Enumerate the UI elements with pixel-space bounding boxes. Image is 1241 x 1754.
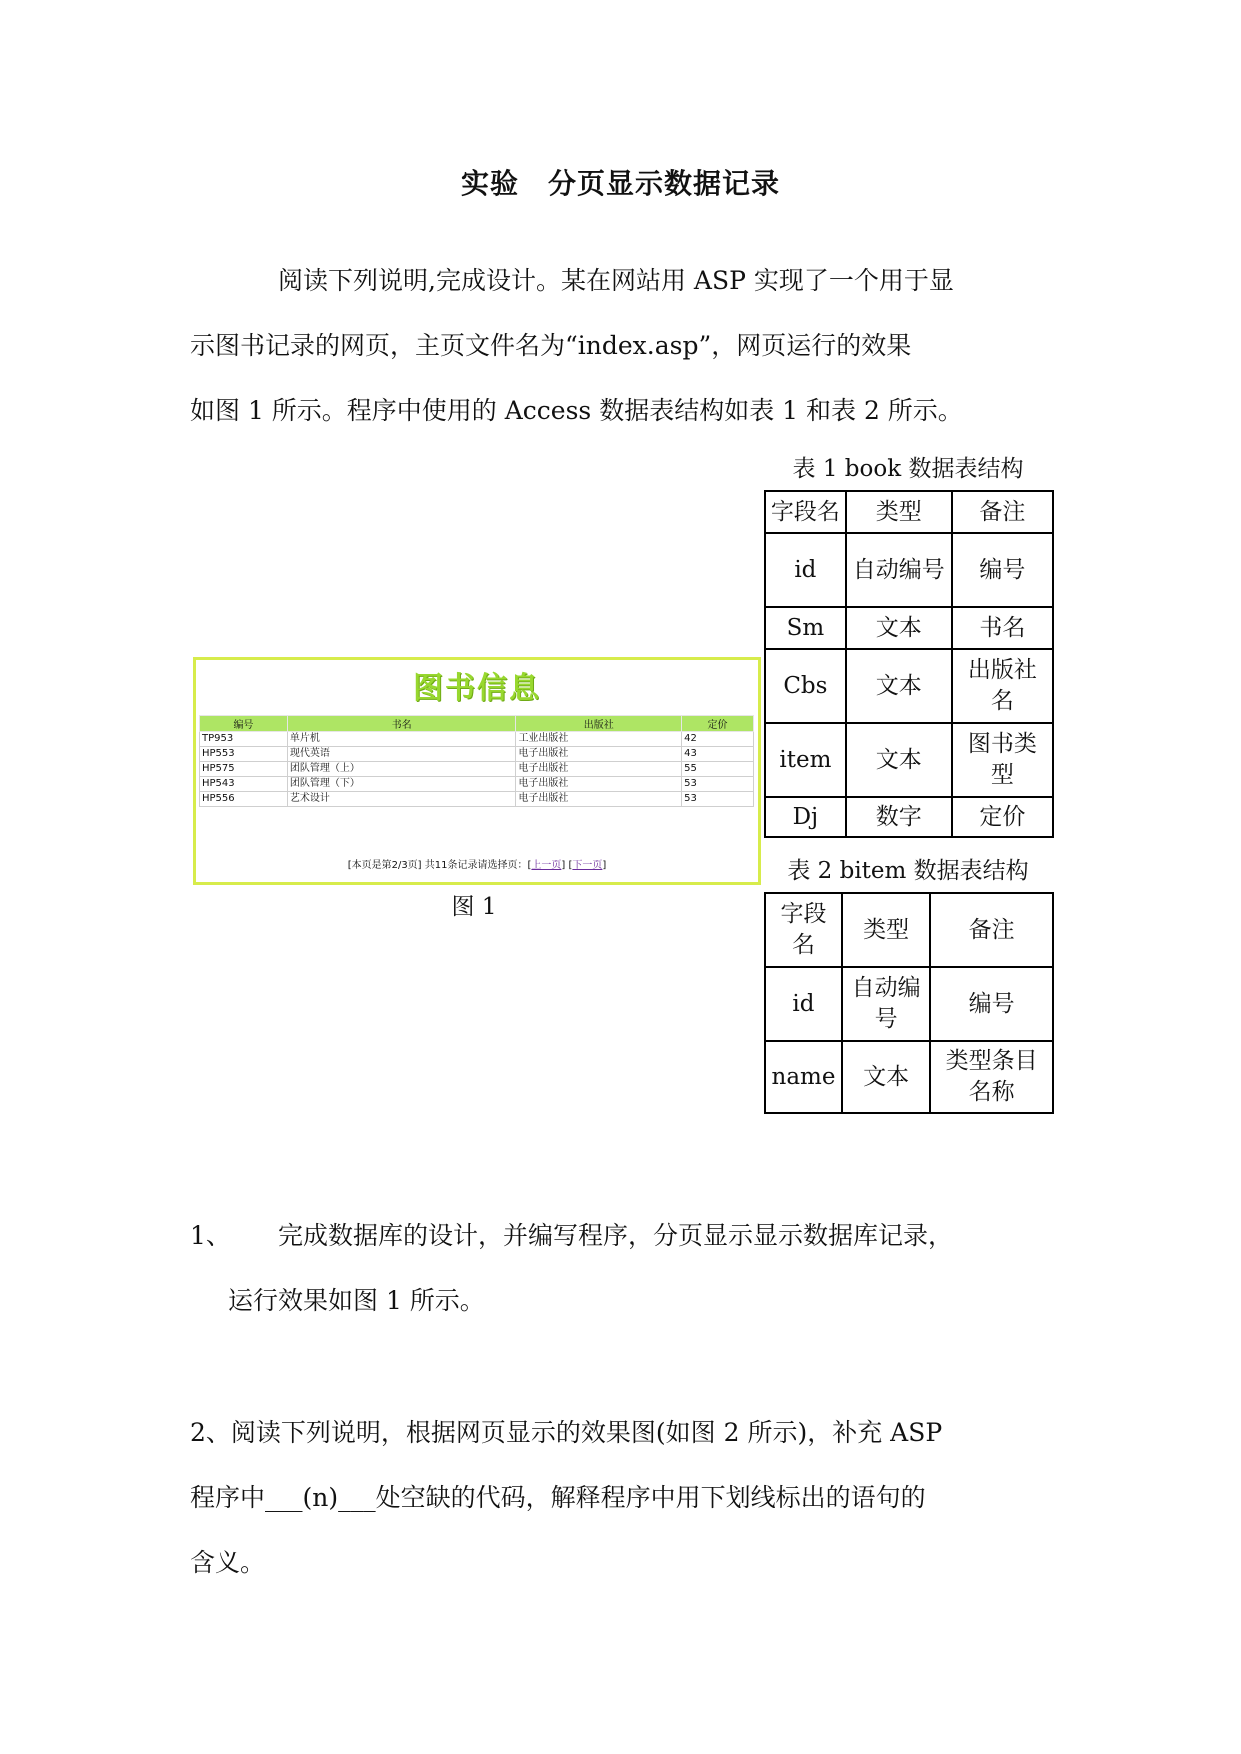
figure1-screenshot [193, 657, 761, 885]
table-cell: id [765, 533, 846, 607]
figure1-caption: 图 1 [451, 894, 497, 920]
table-cell: 单片机 [287, 732, 516, 747]
table-cell: 出版社名 [952, 649, 1053, 723]
table2-header-cell: 类型 [842, 893, 930, 967]
table-row [765, 797, 1053, 837]
table-cell: 电子出版社 [516, 777, 682, 792]
table-cell: id [765, 967, 842, 1041]
intro-line-3: 如图 1 所示。程序中使用的 Access 数据表结构如表 1 和表 2 所示。 [190, 396, 963, 425]
figure1-book-table [199, 715, 754, 807]
table-cell: Cbs [765, 649, 846, 723]
table2-header-cell: 字段名 [765, 893, 842, 967]
table-cell: HP553 [200, 747, 288, 762]
table-cell: 编号 [952, 533, 1053, 607]
table-cell: 53 [682, 792, 754, 807]
table-cell: 42 [682, 732, 754, 747]
pager-status-text: [本页是第2/3页] 共11条记录请选择页： [347, 860, 528, 871]
table-cell: HP543 [200, 777, 288, 792]
table-cell: 文本 [846, 649, 952, 723]
document-title: 实验 分页显示数据记录 [460, 167, 780, 200]
table-row [765, 607, 1053, 649]
table-cell: 自动编号 [842, 967, 930, 1041]
next-page-link[interactable]: 下一页 [572, 860, 603, 871]
question-1-line-2: 运行效果如图 1 所示。 [228, 1286, 485, 1315]
prev-page-link[interactable]: 上一页 [531, 860, 562, 871]
table-cell: Sm [765, 607, 846, 649]
table-row [200, 762, 754, 777]
intro-line-2: 示图书记录的网页，主页文件名为“index.asp”，网页运行的效果 [190, 331, 912, 360]
question-2-line-1: 2、阅读下列说明，根据网页显示的效果图(如图 2 所示)，补充 ASP [190, 1418, 943, 1447]
table-cell: 图书类型 [952, 723, 1053, 797]
table-cell: 类型条目名称 [930, 1041, 1053, 1113]
table1-header-cell: 字段名 [765, 491, 846, 533]
table-cell: 工业出版社 [516, 732, 682, 747]
figure1-pager: [本页是第2/3页] 共11条记录请选择页：[上一页] [下一页] [347, 860, 607, 871]
table-cell: HP556 [200, 792, 288, 807]
table-row [765, 649, 1053, 723]
question-2-line-3: 含义。 [190, 1548, 266, 1577]
table-row [200, 792, 754, 807]
table-row [765, 533, 1053, 607]
table-row [765, 723, 1053, 797]
figure1-header-cell: 出版社 [516, 716, 682, 732]
table-cell: HP575 [200, 762, 288, 777]
table1-book-structure [764, 490, 1054, 838]
table-cell: 现代英语 [287, 747, 516, 762]
table2-header-row [765, 893, 1053, 967]
table-cell: 53 [682, 777, 754, 792]
question-1 [190, 1203, 1060, 1333]
table2-bitem-structure [764, 892, 1054, 1114]
question-1-line-1: 完成数据库的设计，并编写程序，分页显示显示数据库记录， [278, 1221, 954, 1250]
table-cell: 电子出版社 [516, 792, 682, 807]
intro-paragraph [190, 248, 1060, 443]
table-cell: 电子出版社 [516, 747, 682, 762]
table1-caption: 表 1 book 数据表结构 [792, 456, 1024, 482]
table-row [200, 747, 754, 762]
table-cell: 数字 [846, 797, 952, 837]
figure1-header-cell: 定价 [682, 716, 754, 732]
table2-caption: 表 2 bitem 数据表结构 [787, 858, 1029, 884]
figure1-header-row [200, 716, 754, 732]
figure1-header-cell: 编号 [200, 716, 288, 732]
figure1-header-cell: 书名 [287, 716, 516, 732]
table-cell: 定价 [952, 797, 1053, 837]
table-cell: 书名 [952, 607, 1053, 649]
table-cell: 团队管理（上） [287, 762, 516, 777]
table1-header-cell: 备注 [952, 491, 1053, 533]
table-cell: 电子出版社 [516, 762, 682, 777]
table2-header-cell: 备注 [930, 893, 1053, 967]
question-2 [190, 1400, 1060, 1595]
table-cell: 艺术设计 [287, 792, 516, 807]
table-cell: 文本 [846, 723, 952, 797]
table-row [200, 732, 754, 747]
question-1-number: 1、 [190, 1221, 231, 1250]
figure1-heading: 图书信息 [413, 671, 541, 706]
table-cell: 文本 [842, 1041, 930, 1113]
table-row [200, 777, 754, 792]
table-cell: 43 [682, 747, 754, 762]
table1-header-cell: 类型 [846, 491, 952, 533]
table-cell: Dj [765, 797, 846, 837]
table-cell: 编号 [930, 967, 1053, 1041]
question-2-line-2: 程序中___(n)___处空缺的代码，解释程序中用下划线标出的语句的 [190, 1483, 926, 1512]
table-cell: 文本 [846, 607, 952, 649]
table1-header-row [765, 491, 1053, 533]
table-row [765, 1041, 1053, 1113]
table-cell: 自动编号 [846, 533, 952, 607]
table-cell: 55 [682, 762, 754, 777]
table-cell: item [765, 723, 846, 797]
intro-line-1: 阅读下列说明,完成设计。某在网站用 ASP 实现了一个用于显 [278, 266, 954, 295]
table-row [765, 967, 1053, 1041]
table-cell: name [765, 1041, 842, 1113]
table-cell: 团队管理（下） [287, 777, 516, 792]
table-cell: TP953 [200, 732, 288, 747]
